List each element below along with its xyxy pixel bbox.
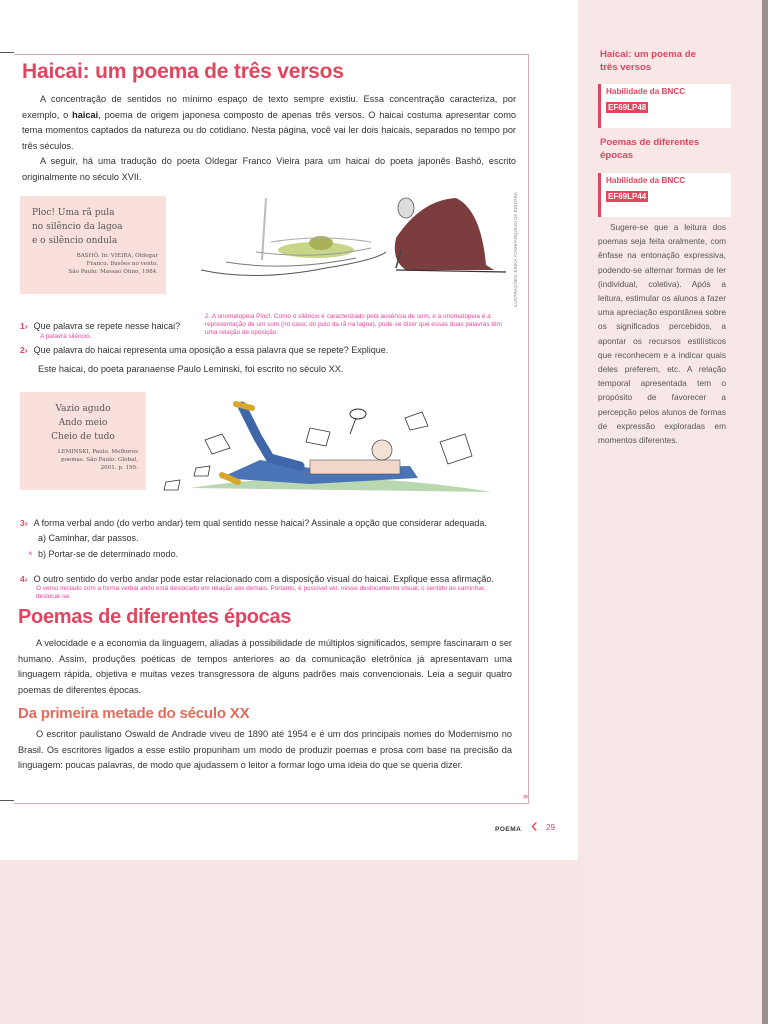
haicai-term: haicai [72,109,99,120]
answer-4: O verso iniciado com a forma verbal ando está deslocado em relação aos demais. Portanto, é possível ver, nesse deslocamento visual, o sentido de caminhar, deslocar-se. [36,585,486,600]
question-number: 1› [20,321,28,331]
lying-man-with-papers-illustration [160,398,500,498]
poem-line: Vazio agudo [55,404,111,414]
page-title: Haicai: um poema de três versos [22,60,344,83]
intro-text-part: , poema de origem japonesa composto de apenas três versos. O haicai costuma apresentar como tema momentos captados da natureza ou do cotidiano. Nesta página, você vai ler dois haicais, separados no tempo por três séculos. [22,109,516,151]
option-label: b) Portar-se de determinado modo. [38,549,179,559]
poem-line: no silêncio da lagoa [32,222,123,232]
leminski-intro: Este haicai, do poeta paranaense Paulo Leminski, foi escrito no século XX. [38,364,344,374]
answer-1: A palavra silêncio. [40,333,92,340]
poem-reference: Franco. Ilusões no vento. [86,261,158,267]
poem-box-basho [20,196,166,294]
answer-2: 2. A onomatopeia Ploc!. Como o silêncio é caracterizado pela ausência de som, e a onomatopeia é a representação de um som (no caso, do pulo da rã na lagoa), pode-se dizer que essas duas palavras têm uma relação de oposição. [205,313,502,336]
question-text: O outro sentido do verbo andar pode estar relacionado com a disposição visual do haicai. Explique essa afirmação. [33,574,494,584]
subsection-title: Da primeira metade do século XX [18,705,250,722]
question-1 [20,320,180,333]
frog-on-leaf-illustration [201,198,386,276]
poem-line: Ando meio [58,418,108,428]
poem-reference: poemas. São Paulo: Global, [60,457,138,463]
sidebar-paragraph: Sugere-se que a leitura dos poemas seja feita oralmente, com ênfase na entonação expressiva, podendo-se alternar formas de ler (individual, coletiva). Após a leitura, estimular os alunos a fazer uma apreciação espontânea sobre os significados percebidos, a apontar os recursos estilísticos que reconhecem e a indicar quais deles preferem, etc. A relação temporal apresentada tem o propósito de favorecer a percepção pelos alunos de formas de expressão exploradas em momentos diferentes. [598,222,726,446]
bncc-code: EF69LP44 [608,192,647,201]
poem-reference: São Paulo: Massao Ohno, 1984. [68,269,158,275]
divider [0,800,14,801]
question-text: Que palavra se repete nesse haicai? [33,321,181,331]
footer-chapter: POEMA [495,826,522,833]
sidebar-title-1: Haicai: um poema de três versos [600,49,696,73]
poem-line: Ploc! Uma rã pula [32,208,115,218]
poem-reference: BASHÔ. In: VIEIRA, Oldegar [76,253,158,259]
intro-paragraph-2: A seguir, há uma tradução do poeta Oldegar Franco Vieira para um haicai do poeta japonês Bashô, escrito originalmente no século XVII. [22,156,516,182]
question-text: Que palavra do haicai representa uma oposição a essa palavra que se repete? Explique. [33,345,389,355]
option-b[interactable] [28,549,179,559]
poem-reference: 2001. p. 195. [100,465,138,471]
poem-reference: LEMINSKI, Paulo. Melhores [57,449,138,455]
intro-text [22,92,516,186]
question-text: A forma verbal ando (do verbo andar) tem qual sentido nesse haicai? Assinale a opção que considerar adequada. [33,518,487,528]
bncc-code: EF69LP48 [608,103,647,112]
subsection-text [18,727,512,774]
question-2 [20,344,388,357]
sitting-poet-illustration [395,198,506,272]
section-title: Poemas de diferentes épocas [18,606,292,628]
option-a[interactable]: a) Caminhar, dar passos. [38,533,139,543]
poem-line: e o silêncio ondula [32,236,118,246]
image-credit: ILUSTRAÇÕES: ERIKA YOSHI/ARQUIVO DA EDITORA [513,192,518,308]
bncc-label: Habilidade da BNCC [606,87,686,96]
bncc-box-1 [598,84,731,128]
question-number: 3› [20,518,28,528]
poem-box-leminski [20,392,146,490]
section-text [18,636,512,698]
subsection-paragraph: O escritor paulistano Oswald de Andrade viveu de 1890 até 1954 e é um dos principais nomes do Modernismo no Brasil. Os escritores ligados a esse estilo propunham um modo de produzir poemas e prosa com base na precisão da linguagem: poucas palavras, de modo que ajudassem o leitor a formar logo uma ideia do que se queria dizer. [18,729,512,771]
question-3 [20,517,512,530]
divider [0,52,14,53]
poem-line: Cheio de tudo [51,432,115,442]
question-number: 4› [20,574,28,584]
page-edge [762,0,768,1024]
section-paragraph: A velocidade e a economia da linguagem, aliadas à possibilidade de múltiplos significados, sempre fascinaram o ser humano. Assim, produções poéticas de tempos anteriores ao da comunicação eletrônica já apresentavam uma linguagem rápida, objetiva e muitas vezes transgressora de alguns padrões mais convencionais. Leia a seguir quatro poemas de diferentes épocas. [18,638,512,695]
sidebar-text [598,220,726,447]
continue-arrow-icon: » [523,791,529,801]
sidebar-title-2: Poemas de diferentes épocas [600,137,700,161]
question-number: 2› [20,345,28,355]
page-number: 29 [546,823,555,832]
intro-text-part: A concentração de sentidos no mínimo espaço de texto sempre existiu. Essa concentração caracteriza, por exemplo, o [22,94,516,120]
footer-bracket-icon: ‹ [531,815,538,837]
bncc-box-2 [598,173,731,217]
frog-pond-illustration [196,190,516,286]
selected-mark-icon: × [28,549,33,558]
bncc-label: Habilidade da BNCC [606,176,686,185]
